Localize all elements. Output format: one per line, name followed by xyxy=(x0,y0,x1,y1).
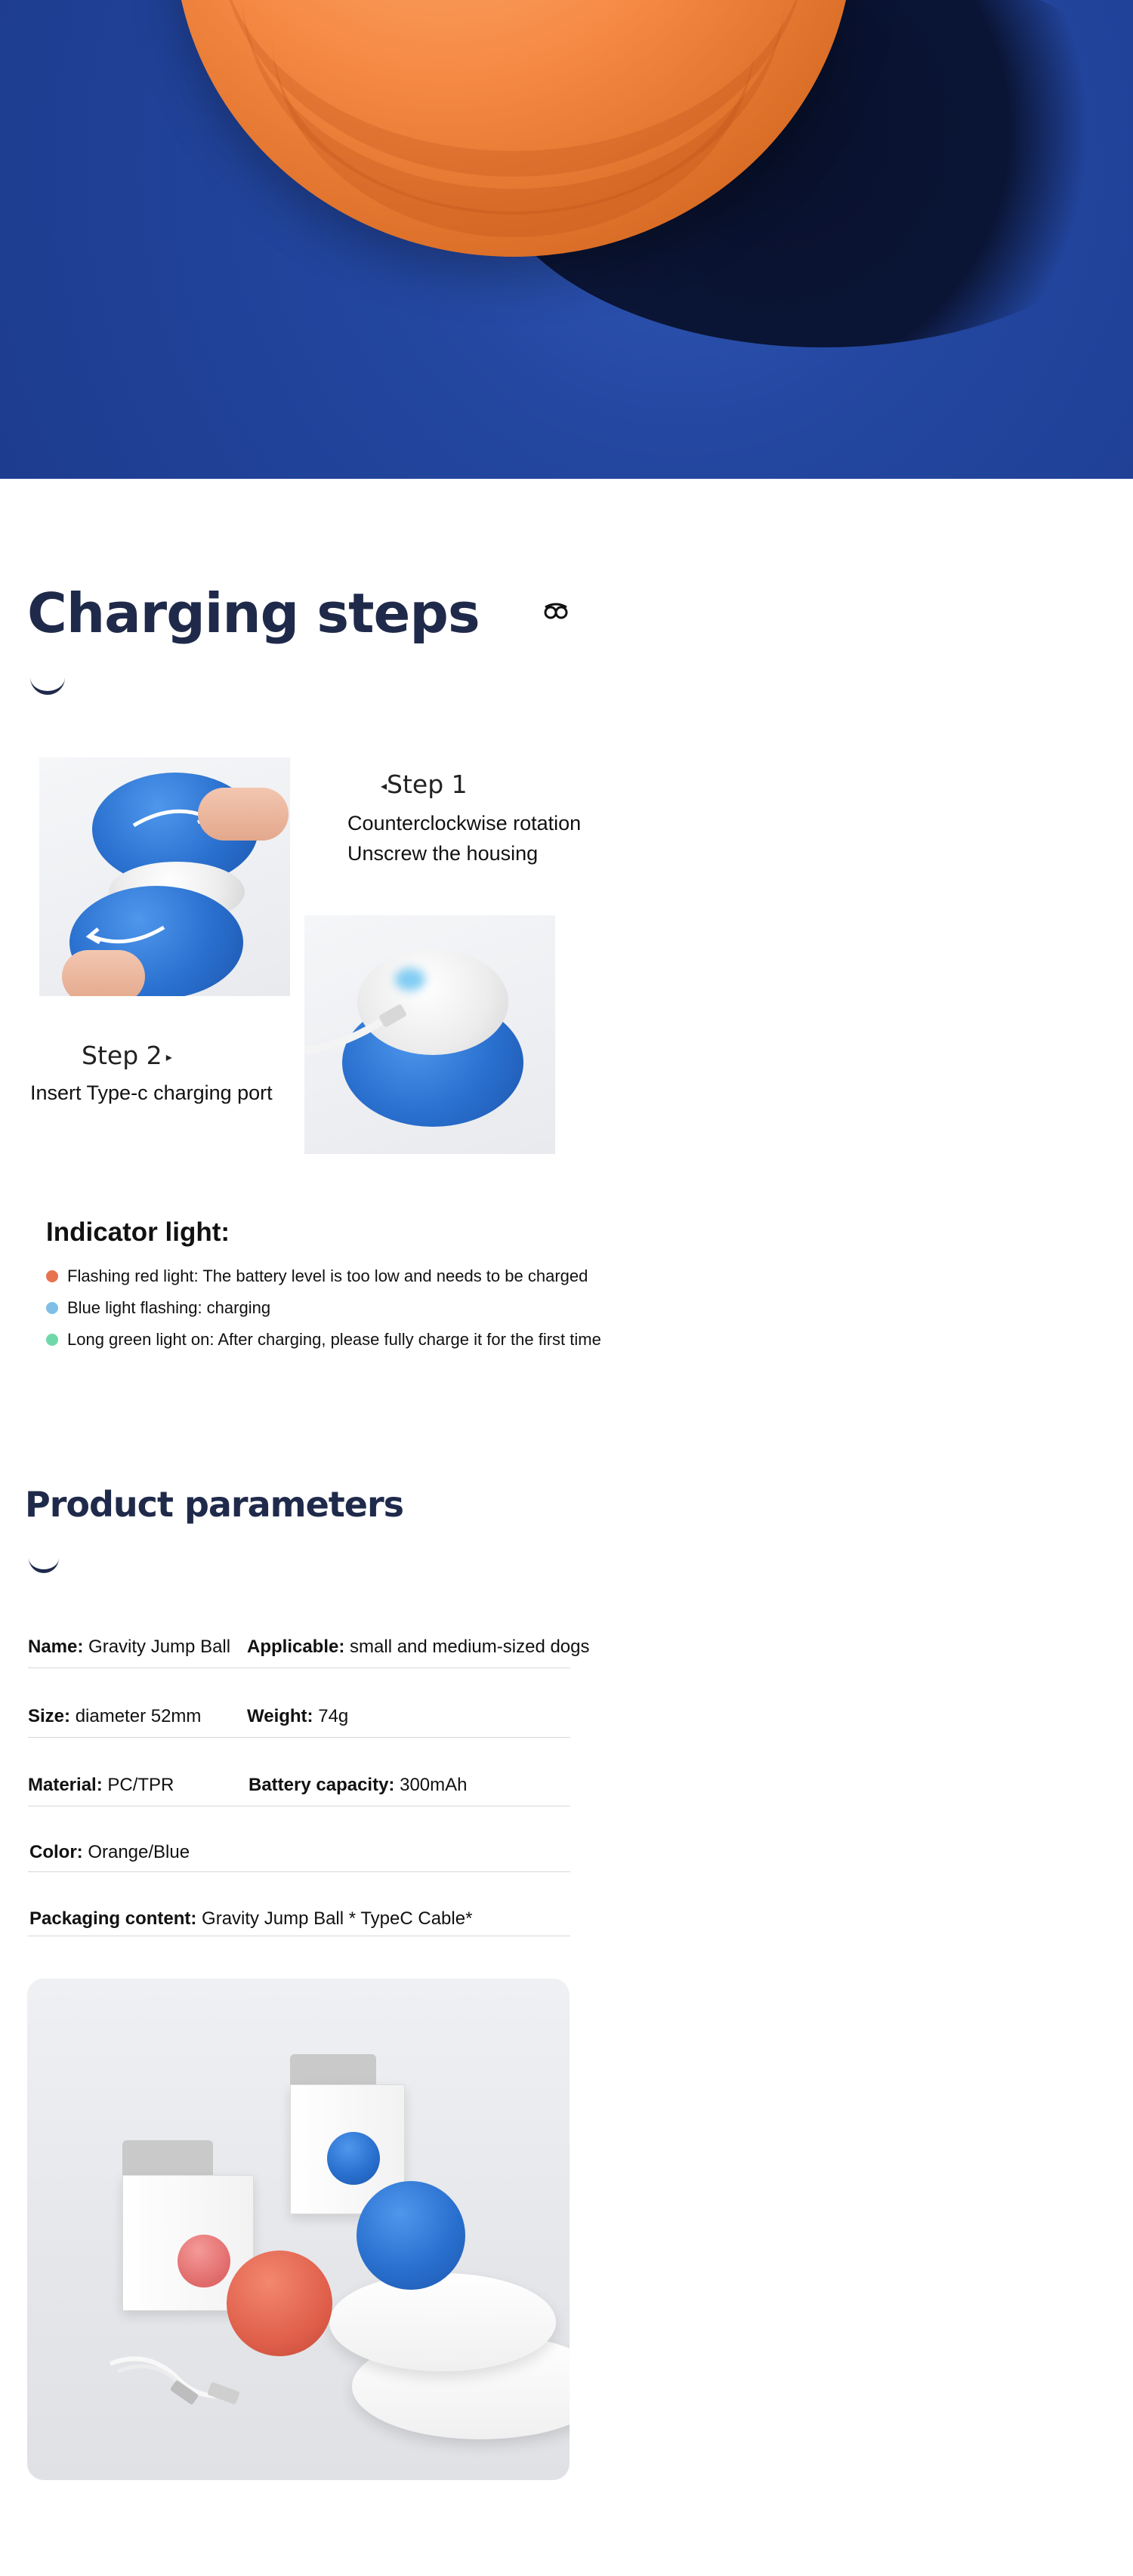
step2-photo xyxy=(304,915,555,1154)
param-color: Color: Orange/Blue xyxy=(29,1842,190,1862)
hand-finger xyxy=(62,950,145,996)
right-triangle-icon: ▸ xyxy=(162,1050,172,1064)
indicator-item xyxy=(46,1298,270,1318)
product-parameters-title: Product parameters xyxy=(25,1484,404,1525)
rotate-arrow-icon xyxy=(85,920,168,950)
divider xyxy=(28,1667,570,1668)
charging-blue-light xyxy=(395,968,425,991)
indicator-text: Blue light flashing: charging xyxy=(67,1298,271,1317)
green-dot-icon xyxy=(46,1334,58,1346)
indicator-text: Flashing red light: The battery level is too low and needs to be charged xyxy=(67,1266,588,1285)
divider xyxy=(28,1871,570,1872)
blue-dot-icon xyxy=(46,1302,58,1314)
left-triangle-icon: ◂ xyxy=(381,779,387,793)
hand-finger xyxy=(198,788,289,841)
step2-label: Step 2 ▸ xyxy=(82,1041,172,1070)
divider xyxy=(28,1737,570,1738)
step1-line1: Counterclockwise rotation xyxy=(347,812,582,835)
title-smile-decoration xyxy=(30,674,65,695)
param-material: Material: PC/TPR xyxy=(28,1775,174,1795)
title-smile-decoration xyxy=(29,1556,59,1573)
indicator-text: Long green light on: After charging, please fully charge it for the first time xyxy=(67,1330,601,1349)
param-size: Size: diameter 52mm xyxy=(28,1706,202,1726)
param-applicable: Applicable: small and medium-sized dogs xyxy=(247,1637,590,1657)
box-blue-ball-print xyxy=(327,2132,380,2185)
red-dot-icon xyxy=(46,1270,58,1282)
step1-photo xyxy=(39,757,290,996)
decorative-swirl-icon xyxy=(542,601,570,624)
blue-jump-ball xyxy=(357,2181,465,2290)
box-orange-ball-print xyxy=(178,2235,230,2288)
indicator-item xyxy=(46,1266,588,1286)
charging-steps-title: Charging steps xyxy=(27,582,480,645)
step1-line2: Unscrew the housing xyxy=(347,842,539,865)
usb-cable xyxy=(103,2334,254,2417)
usb-cable xyxy=(304,998,410,1059)
box-hanger xyxy=(122,2140,213,2175)
param-packaging: Packaging content: Gravity Jump Ball * TypeC Cable* xyxy=(29,1908,473,1929)
param-name: Name: Gravity Jump Ball xyxy=(28,1637,231,1657)
param-weight: Weight: 74g xyxy=(247,1706,349,1726)
ball-ridge xyxy=(272,0,755,237)
display-pedestal xyxy=(329,2273,556,2371)
step2-line1: Insert Type-c charging port xyxy=(30,1081,273,1104)
product-package-photo xyxy=(27,1979,570,2480)
param-battery: Battery capacity: 300mAh xyxy=(249,1775,468,1795)
step1-label: ◂Step 1 xyxy=(381,770,468,799)
hero-banner-image xyxy=(0,0,1133,479)
indicator-light-title: Indicator light: xyxy=(46,1217,230,1247)
box-hanger xyxy=(290,2054,376,2084)
indicator-item xyxy=(46,1330,601,1350)
